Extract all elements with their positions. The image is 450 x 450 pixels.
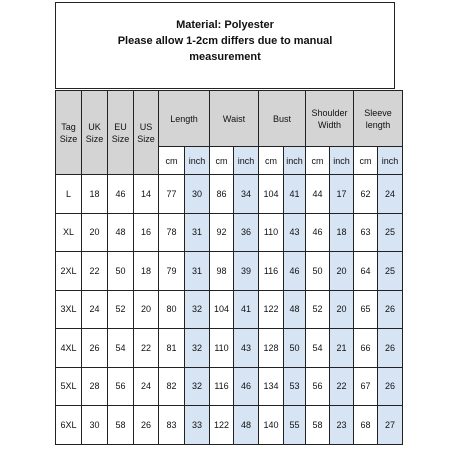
cell-length-inch: 30 [185,175,210,214]
cell-sleeve-cm: 62 [354,175,378,214]
cell-eu-size: 58 [108,406,134,445]
table-row [56,252,403,291]
cell-sleeve-cm: 67 [354,367,378,406]
cell-sleeve-cm: 64 [354,252,378,291]
cell-bust-inch: 48 [284,290,306,329]
col-length: Length [159,91,210,147]
cell-waist-cm: 92 [210,213,234,252]
cell-tag-size: XL [56,213,82,252]
cell-waist-inch: 36 [234,213,259,252]
cell-length-inch: 31 [185,252,210,291]
cell-bust-cm: 128 [259,329,284,368]
table-row [56,406,403,445]
cell-sleeve-inch: 24 [378,175,403,214]
cell-tag-size: 4XL [56,329,82,368]
sleeve-inch-header: inch [378,147,403,175]
cell-us-size: 16 [134,213,159,252]
table-row [56,290,403,329]
cell-waist-inch: 39 [234,252,259,291]
cell-shoulder-inch: 18 [330,213,354,252]
cell-sleeve-cm: 66 [354,329,378,368]
bust-cm-header: cm [259,147,284,175]
cell-length-cm: 83 [159,406,185,445]
cell-bust-inch: 50 [284,329,306,368]
col-us-size: US Size [134,91,159,175]
cell-sleeve-inch: 25 [378,252,403,291]
cell-sleeve-inch: 27 [378,406,403,445]
cell-uk-size: 30 [82,406,108,445]
cell-sleeve-inch: 25 [378,213,403,252]
col-uk-size: UK Size [82,91,108,175]
cell-bust-inch: 46 [284,252,306,291]
cell-bust-inch: 43 [284,213,306,252]
col-eu-size: EU Size [108,91,134,175]
cell-waist-cm: 86 [210,175,234,214]
table-row [56,175,403,214]
table-row [56,213,403,252]
cell-waist-inch: 34 [234,175,259,214]
col-shoulder-width: Shoulder Width [306,91,354,147]
cell-eu-size: 48 [108,213,134,252]
cell-us-size: 24 [134,367,159,406]
cell-shoulder-cm: 46 [306,213,330,252]
shoulder-cm-header: cm [306,147,330,175]
cell-shoulder-cm: 54 [306,329,330,368]
size-rows [56,175,403,445]
cell-uk-size: 20 [82,213,108,252]
cell-eu-size: 54 [108,329,134,368]
size-chart-table [55,90,403,445]
cell-waist-cm: 98 [210,252,234,291]
cell-tag-size: 6XL [56,406,82,445]
cell-us-size: 18 [134,252,159,291]
cell-bust-cm: 140 [259,406,284,445]
col-waist: Waist [210,91,259,147]
cell-tag-size: 5XL [56,367,82,406]
cell-length-cm: 78 [159,213,185,252]
cell-waist-cm: 122 [210,406,234,445]
cell-waist-inch: 46 [234,367,259,406]
cell-waist-inch: 41 [234,290,259,329]
cell-us-size: 20 [134,290,159,329]
cell-sleeve-inch: 26 [378,367,403,406]
cell-sleeve-inch: 26 [378,329,403,368]
cell-sleeve-cm: 68 [354,406,378,445]
cell-eu-size: 46 [108,175,134,214]
cell-waist-inch: 48 [234,406,259,445]
cell-bust-inch: 41 [284,175,306,214]
cell-bust-cm: 110 [259,213,284,252]
cell-bust-cm: 104 [259,175,284,214]
bust-inch-header: inch [284,147,306,175]
cell-waist-cm: 116 [210,367,234,406]
tolerance-note-line1: Please allow 1-2cm differs due to manual [117,35,333,47]
cell-length-cm: 80 [159,290,185,329]
cell-length-cm: 79 [159,252,185,291]
cell-us-size: 22 [134,329,159,368]
material-line: Material: Polyester [176,19,274,31]
cell-length-cm: 81 [159,329,185,368]
cell-uk-size: 28 [82,367,108,406]
col-bust: Bust [259,91,306,147]
cell-length-inch: 32 [185,329,210,368]
cell-waist-inch: 43 [234,329,259,368]
cell-uk-size: 18 [82,175,108,214]
cell-waist-cm: 110 [210,329,234,368]
table-row [56,329,403,368]
cell-eu-size: 50 [108,252,134,291]
cell-shoulder-inch: 20 [330,252,354,291]
cell-shoulder-cm: 56 [306,367,330,406]
col-sleeve-length: Sleeve length [354,91,403,147]
cell-bust-cm: 122 [259,290,284,329]
cell-uk-size: 22 [82,252,108,291]
table-row [56,367,403,406]
cell-shoulder-inch: 23 [330,406,354,445]
waist-cm-header: cm [210,147,234,175]
cell-sleeve-cm: 65 [354,290,378,329]
tolerance-note-line2: measurement [189,51,261,63]
cell-shoulder-inch: 21 [330,329,354,368]
cell-length-inch: 31 [185,213,210,252]
cell-shoulder-inch: 20 [330,290,354,329]
cell-shoulder-cm: 58 [306,406,330,445]
sleeve-cm-header: cm [354,147,378,175]
cell-eu-size: 56 [108,367,134,406]
cell-shoulder-inch: 17 [330,175,354,214]
cell-length-cm: 77 [159,175,185,214]
cell-bust-cm: 134 [259,367,284,406]
cell-eu-size: 52 [108,290,134,329]
cell-waist-cm: 104 [210,290,234,329]
cell-tag-size: L [56,175,82,214]
cell-shoulder-cm: 50 [306,252,330,291]
cell-shoulder-inch: 22 [330,367,354,406]
cell-tag-size: 3XL [56,290,82,329]
cell-us-size: 26 [134,406,159,445]
cell-uk-size: 24 [82,290,108,329]
length-inch-header: inch [185,147,210,175]
cell-shoulder-cm: 52 [306,290,330,329]
cell-uk-size: 26 [82,329,108,368]
cell-us-size: 14 [134,175,159,214]
cell-length-inch: 32 [185,367,210,406]
cell-bust-inch: 55 [284,406,306,445]
cell-shoulder-cm: 44 [306,175,330,214]
cell-sleeve-inch: 26 [378,290,403,329]
cell-tag-size: 2XL [56,252,82,291]
cell-length-inch: 33 [185,406,210,445]
chart-header [55,2,395,89]
cell-sleeve-cm: 63 [354,213,378,252]
length-cm-header: cm [159,147,185,175]
waist-inch-header: inch [234,147,259,175]
cell-length-cm: 82 [159,367,185,406]
cell-bust-cm: 116 [259,252,284,291]
col-tag-size: Tag Size [56,91,82,175]
cell-length-inch: 32 [185,290,210,329]
shoulder-inch-header: inch [330,147,354,175]
cell-bust-inch: 53 [284,367,306,406]
